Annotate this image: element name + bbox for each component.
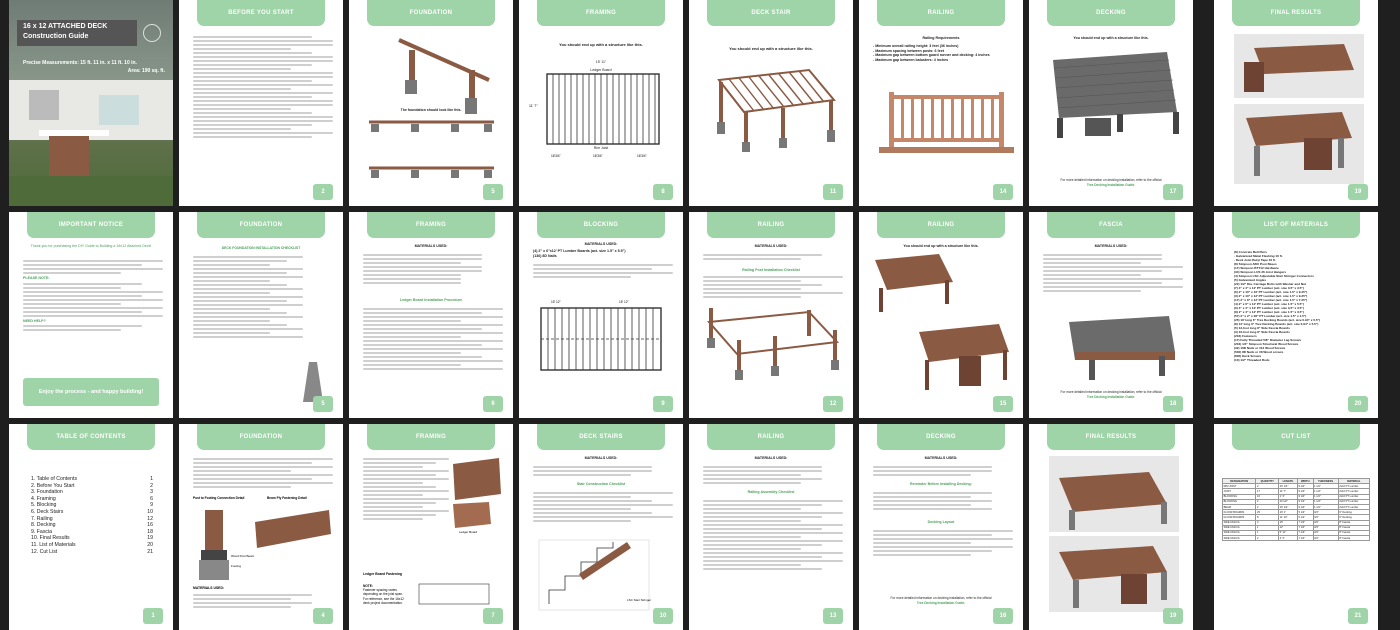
table-cell: 8" Fascia <box>1338 536 1369 541</box>
table-cell: 5 1/2" <box>1297 515 1313 520</box>
cut-list-header: LENGTH <box>1279 479 1298 484</box>
toc-label: 11. List of Materials <box>31 541 76 548</box>
table-cell: 16' 1" <box>1279 510 1298 515</box>
table-cell: 11' 10" <box>1279 515 1298 520</box>
table-cell: BLOCKING <box>1223 494 1256 499</box>
material-item: (17) Fully Threaded 5/8" Diameter Lag Screws <box>1234 338 1302 342</box>
table-cell: 2 <box>1256 484 1279 489</box>
table-cell: SIDE FASCIA <box>1223 530 1256 535</box>
table-cell: 16' 1/4" <box>1279 484 1298 489</box>
page-banner: BEFORE YOU START <box>197 0 325 26</box>
page-banner: FRAMING <box>537 0 665 26</box>
table-cell: JOIST <box>1223 489 1256 494</box>
dim-1: 15' 12" <box>551 300 561 304</box>
toc-page: 3 <box>150 489 153 496</box>
toc-label: 10. Final Results <box>31 535 70 542</box>
detail-caption-2: Beam Ply Fastening Detail <box>267 496 307 500</box>
table-cell: 5 1/2" <box>1297 510 1313 515</box>
material-item: - Deck Joist Butyl Tape 16 ft. <box>1234 258 1276 262</box>
trex-guide-link[interactable]: Trex Decking Installation Guide. <box>1086 183 1136 187</box>
page-number: 1 <box>143 608 163 624</box>
material-item: (4) 2" x 6" x 12' PT Lumber (act. size 1.5" x 5.5") <box>1234 302 1304 306</box>
material-item: (34) Simpson LUS 26 Joist Hangers <box>1234 270 1287 274</box>
table-cell: 2 <box>1256 499 1279 504</box>
reminder-heading: Reminder Before Installing Decking: <box>910 482 972 486</box>
material-item: (204) Fasteners <box>1234 334 1257 338</box>
foundation-diagram <box>349 0 513 206</box>
cut-list-header: MATERIAL <box>1338 479 1369 484</box>
table-cell: 6" Decking <box>1338 510 1369 515</box>
page-banner: RAILING <box>877 0 1005 26</box>
page-banner: FOUNDATION <box>197 424 325 450</box>
material-item: (3) 2" x 10" x 12' PT Lumber (act. size 1.5" x 9.25") <box>1234 294 1308 298</box>
material-item: (17) Simpson BTT12 Hardware <box>1234 266 1279 270</box>
table-cell: SIDE FASCIA <box>1223 520 1256 525</box>
materials-heading: MATERIALS USED: <box>1094 244 1128 248</box>
page-decking-16[interactable] <box>859 424 1023 630</box>
materials-lines <box>363 252 503 286</box>
page-banner: DECK STAIRS <box>537 424 665 450</box>
table-cell: 10 1/2" <box>1279 499 1298 504</box>
page-number: 2 <box>313 184 333 200</box>
table-cell: 1' 3" <box>1279 494 1298 499</box>
page-foundation-checklist[interactable] <box>179 212 343 418</box>
material-item: (6) 4" x 4" x 12' PT Lumber (act. size 3.5" x 3.5") <box>1234 306 1304 310</box>
toc-label: 7. Railing <box>31 515 53 522</box>
material-item: (32) 16D Nails or #12 Wood Screws <box>1234 346 1286 350</box>
toc-label: 9. Fascia <box>31 528 53 535</box>
page-number: 21 <box>1348 608 1368 624</box>
page-banner: DECKING <box>1047 0 1175 26</box>
ledger-label: Ledger Board <box>459 530 478 534</box>
table-cell: 3/4" <box>1313 510 1338 515</box>
table-cell: 2x10 PT Lumber <box>1338 494 1369 499</box>
enjoy-box: Enjoy the process - and happy building! <box>23 378 159 406</box>
table-cell: 9 1/4" <box>1297 499 1313 504</box>
toc-entry[interactable] <box>31 489 153 496</box>
material-item: (4) Simpson LSC Adjustable Stair Stringer Connectors <box>1234 274 1314 278</box>
page-decking-17[interactable] <box>1029 0 1193 206</box>
footer-note: For more detailed information on decking installation, refer to the official <box>890 596 992 600</box>
page-number: 6 <box>483 396 503 412</box>
notice-body: PLEASE NOTE: NEED HELP? <box>23 258 163 333</box>
table-cell: 3/4" <box>1313 515 1338 520</box>
materials-heading: MATERIALS USED: <box>414 244 448 248</box>
material-item: - Galvanized Metal Flashing 16 ft. <box>1234 254 1283 258</box>
toc-label: 2. Before You Start <box>31 482 75 489</box>
table-cell: 8" Fascia <box>1338 525 1369 530</box>
toc-page: 19 <box>147 535 153 542</box>
page-number: 5 <box>313 396 333 412</box>
page-banner: CUT LIST <box>1232 424 1360 450</box>
toc-page: 16 <box>147 522 153 529</box>
table-cell: 3/4" <box>1313 536 1338 541</box>
table-cell: 2 <box>1256 536 1279 541</box>
table-cell: 2x10 PT Lumber <box>1338 499 1369 504</box>
layout-heading: Decking Layout <box>927 520 955 524</box>
table-cell: 8 <box>1256 515 1279 520</box>
fascia-3d-diagram <box>1029 212 1193 418</box>
post-label: Wood Post Beam <box>231 554 255 558</box>
table-cell: 3/4" <box>1313 530 1338 535</box>
ledger-label: Ledger Board <box>590 68 612 72</box>
page-cover[interactable] <box>9 0 173 206</box>
page-blocking-9[interactable] <box>519 212 683 418</box>
table-cell: SIDE FASCIA <box>1223 536 1256 541</box>
toc-entry[interactable] <box>31 476 153 483</box>
material-item: (25) 16' long 6" Trex Decking Boards (act. size 0.94" x 5.5") <box>1234 318 1321 322</box>
detail-caption-1: Post to Footing Connection Detail <box>193 496 245 500</box>
fastening-heading: Ledger Board Fastening <box>363 572 402 576</box>
framing-plan-diagram <box>519 0 683 206</box>
page-foundation-5[interactable] <box>349 0 513 206</box>
table-cell: 3 <box>1256 520 1279 525</box>
page-banner: FINAL RESULTS <box>1047 424 1175 450</box>
page-before-you-start[interactable] <box>179 0 343 206</box>
page-banner: TABLE OF CONTENTS <box>27 424 155 450</box>
page-number: 8 <box>653 184 673 200</box>
page-banner: FOUNDATION <box>197 212 325 238</box>
procedure-lines <box>363 306 503 372</box>
cover-measurements: Precise Measurements: 15 ft. 11 in. x 11 ft. 10 in. <box>23 60 137 66</box>
blocking-plan-diagram <box>519 212 683 418</box>
material-item: (5) 12-foot long 8" Side Fascia Boards <box>1234 326 1290 330</box>
page-number: 19 <box>1163 608 1183 624</box>
page-banner: FOUNDATION <box>367 0 495 26</box>
toc-entry[interactable] <box>31 516 153 523</box>
table-cell: 5' 11" <box>1279 530 1298 535</box>
cut-list-table <box>1222 478 1370 541</box>
table-cell: 17 <box>1256 489 1279 494</box>
toc-page: 1 <box>150 476 153 482</box>
table-cell: 2x10 PT Lumber <box>1338 484 1369 489</box>
dim-1: 16'3/4" <box>551 154 561 158</box>
page-number: 16 <box>993 608 1013 624</box>
toc-entry[interactable] <box>31 496 153 503</box>
stringer-label: LSC Stair Stringer <box>627 598 652 602</box>
materials-heading: MATERIALS USED: <box>584 456 618 460</box>
page-number: 9 <box>653 396 673 412</box>
materials-heading: MATERIALS USED: <box>584 242 618 246</box>
materials-heading: MATERIALS USED: <box>193 586 225 590</box>
cut-list-header: WIDTH <box>1297 479 1313 484</box>
deck-frame-3d-diagram <box>689 0 853 206</box>
table-cell: SIDE FASCIA <box>1223 525 1256 530</box>
table-cell: 8" Fascia <box>1338 520 1369 525</box>
table-cell: 8" Fascia <box>1338 530 1369 535</box>
rim-label: Rim Joist <box>593 146 609 150</box>
page-number: 11 <box>823 184 843 200</box>
page-number: 4 <box>313 608 333 624</box>
page-deck-stair-11[interactable] <box>689 0 853 206</box>
cut-list-header: QUANTITY <box>1256 479 1279 484</box>
toc-list <box>31 476 153 555</box>
material-item: (8) Concrete Bell Piers <box>1234 250 1268 254</box>
materials-heading: MATERIALS USED: <box>754 244 788 248</box>
table-row <box>1223 536 1370 541</box>
page-cut-list[interactable] <box>1214 424 1378 630</box>
decking-3d-diagram <box>1029 0 1193 206</box>
table-cell: FLOOR BOARDS <box>1223 515 1256 520</box>
page-number: 20 <box>1348 396 1368 412</box>
page-list-of-materials[interactable] <box>1214 212 1378 418</box>
page-number: 5 <box>483 184 503 200</box>
toc-label: 3. Foundation <box>31 489 63 496</box>
table-cell: 9 1/4" <box>1297 504 1313 509</box>
page-framing-8[interactable] <box>519 0 683 206</box>
layout-lines <box>873 528 1013 558</box>
toc-entry[interactable] <box>31 542 153 549</box>
checklist-heading: Railing Assembly Checklist <box>747 490 795 494</box>
trex-guide-link[interactable]: Trex Decking Installation Guide. <box>916 601 966 605</box>
reminder-lines <box>873 490 1013 512</box>
checklist-heading: Railing Post Installation Checklist <box>742 268 800 272</box>
toc-label: 1. Table of Contents <box>31 476 78 482</box>
page-final-results-19b[interactable] <box>1029 424 1193 630</box>
page-banner: FASCIA <box>1047 212 1175 238</box>
toc-label: 5. Blocking <box>31 502 57 509</box>
page-banner: FRAMING <box>367 424 495 450</box>
toc-page: 10 <box>147 508 153 515</box>
material-item: (57) 2" x 2" x 36" PT Lumber (act. size 1.5" x 1.5") <box>1234 314 1307 318</box>
cover-title: 16 x 12 ATTACHED DECK <box>23 23 108 30</box>
page-final-results-19[interactable] <box>1214 0 1378 206</box>
material-item: (22) 1/2" Dia. Carriage Bolts with Washer and Nut <box>1234 282 1307 286</box>
toc-entry[interactable] <box>31 529 153 536</box>
table-cell: 1 1/2" <box>1313 504 1338 509</box>
procedure-heading: Ledger Board Installation Procedure <box>399 298 463 302</box>
toc-label: 12. Cut List <box>31 548 58 555</box>
material-item: (3) 16-foot long 8" Side Fascia Boards <box>1234 330 1290 334</box>
table-cell: RIM JOIST <box>1223 484 1256 489</box>
dim-2: 15' 12" <box>619 300 629 304</box>
material-item: (5) Galvanized Angles <box>1234 278 1267 282</box>
cover-title-box <box>17 20 137 46</box>
page-banner: DECK STAIR <box>707 0 835 26</box>
page-banner: RAILING <box>707 424 835 450</box>
page-fascia-18[interactable] <box>1029 212 1193 418</box>
footer-note: For more detailed information on decking installation, refer to the official <box>1060 390 1162 394</box>
body-text-lines <box>193 34 333 140</box>
checklist-lines <box>703 498 843 572</box>
table-cell: 16 <box>1256 494 1279 499</box>
page-railing-13[interactable] <box>689 424 853 630</box>
note-block: NOTE: Fastener spacing varies depending on the joist span. For reference, see the 16x12 deck project documentation. <box>363 584 404 605</box>
material-item: (800) Deck Screws <box>1234 354 1262 358</box>
cover-area: Area: 190 sq. ft. <box>127 68 165 74</box>
table-cell: FLOOR BOARDS <box>1223 510 1256 515</box>
footer-note: For more detailed information on decking installation, refer to the official <box>1060 178 1162 182</box>
table-cell: 4' 3" <box>1279 536 1298 541</box>
page-number: 18 <box>1163 396 1183 412</box>
table-cell: 1 1/2" <box>1313 489 1338 494</box>
page-number: 12 <box>823 396 843 412</box>
table-cell: 2x10 PT Lumber <box>1338 489 1369 494</box>
diagram-caption: You should end up with a structure like this. <box>903 244 979 248</box>
page-framing-7[interactable] <box>349 424 513 630</box>
page-railing-12[interactable] <box>689 212 853 418</box>
table-cell: 9 1/4" <box>1297 494 1313 499</box>
page-number: 7 <box>483 608 503 624</box>
page-number: 17 <box>1163 184 1183 200</box>
material-item: (7) 4" x 4" x 12' PT Lumber (act. size 3.5" x 3.5") <box>1234 286 1304 290</box>
page-foundation-4[interactable] <box>179 424 343 630</box>
page-important-notice[interactable] <box>9 212 173 418</box>
toc-page: 6 <box>150 495 153 502</box>
material-item: (204) 1/4" Simpson Structural Wood Screws <box>1234 342 1299 346</box>
bell-pier-icon <box>179 212 343 418</box>
checklist-heading: Stair Construction Checklist <box>576 482 626 486</box>
toc-label: 4. Framing <box>31 495 56 502</box>
table-cell: 7 1/4" <box>1297 525 1313 530</box>
table-cell: BLOCKING <box>1223 499 1256 504</box>
toc-label: 8. Decking <box>31 522 56 529</box>
brand-logo-icon <box>143 24 161 42</box>
dim-3: 16'3/4" <box>637 154 647 158</box>
page-banner: IMPORTANT NOTICE <box>27 212 155 238</box>
material-item: (530) 8D Nails or #8 Wood screws <box>1234 350 1284 354</box>
page-banner: LIST OF MATERIALS <box>1232 212 1360 238</box>
table-cell: 12' <box>1279 525 1298 530</box>
dim-2: 16'3/4" <box>593 154 603 158</box>
page-table-of-contents[interactable] <box>9 424 173 630</box>
materials-list <box>1234 250 1368 362</box>
page-banner: BLOCKING <box>537 212 665 238</box>
cut-list-header: THICKNESS <box>1313 479 1338 484</box>
diagram-caption: You should end up with a structure like this. <box>559 42 643 47</box>
table-cell: 1 <box>1256 525 1279 530</box>
table-cell: 2 <box>1256 504 1279 509</box>
table-cell: 3/4" <box>1313 520 1338 525</box>
cut-list-header: DESIGNATION <box>1223 479 1256 484</box>
page-banner: DECKING <box>877 424 1005 450</box>
table-cell: 7 1/4" <box>1297 536 1313 541</box>
footing-label: Footing <box>231 564 242 568</box>
materials-lines <box>873 464 1013 478</box>
material-item: (17) 2" x 8" x 12' PT Lumber (act. size 1.5" x 7.25") <box>1234 298 1308 302</box>
material-item: (8) 12' long 6" Trex Decking Boards (act. size 0.94" x 5.5") <box>1234 322 1319 326</box>
toc-page: 2 <box>150 482 153 489</box>
table-cell: 9 1/4" <box>1297 489 1313 494</box>
page-banner: RAILING <box>877 212 1005 238</box>
toc-page: 12 <box>147 515 153 522</box>
page-banner: FRAMING <box>367 212 495 238</box>
toc-page: 9 <box>150 502 153 509</box>
page-banner: RAILING <box>707 212 835 238</box>
dim-top: 15' 11" <box>595 60 607 64</box>
page-number: 10 <box>653 608 673 624</box>
railing-elevation-diagram <box>859 0 1023 206</box>
page-railing-14[interactable] <box>859 0 1023 206</box>
diagram-caption: The foundation should look like this. <box>400 108 462 112</box>
page-banner: FINAL RESULTS <box>1232 0 1360 26</box>
page-number: 19 <box>1348 184 1368 200</box>
stair-stringer-diagram <box>519 424 683 630</box>
table-cell: 16' <box>1279 520 1298 525</box>
material-item: (8) Simpson ABU Post Bases <box>1234 262 1277 266</box>
material-item: (8) 2" x 4" x 12' PT Lumber (act. size 1.5" x 3.5") <box>1234 310 1304 314</box>
table-cell: 16' 1/4" <box>1279 504 1298 509</box>
page-railing-15[interactable] <box>859 212 1023 418</box>
page-framing-6[interactable] <box>349 212 513 418</box>
railing-views-diagram <box>859 212 1023 418</box>
toc-label: 6. Deck Stairs <box>31 508 64 515</box>
toc-page: 21 <box>147 548 153 555</box>
railing-requirements: - Minimum overall railing height: 3 feet (36 inches) - Maximum spacing between posts: 6 feet - Maximum gap between bottom guard runner and decking: 4 inches - Maximum gap between balusters: 4 inches <box>873 44 990 62</box>
dim-side: 11' 7" <box>529 104 538 108</box>
final-render-images <box>1214 0 1378 206</box>
table-cell: 7 1/4" <box>1297 530 1313 535</box>
diagram-caption: You should end up with a structure like this. <box>729 46 813 51</box>
table-cell: 7 1/4" <box>1297 520 1313 525</box>
page-number: 14 <box>993 184 1013 200</box>
material-item: (10) 1/2" Threaded Rods <box>1234 358 1270 362</box>
materials-lines <box>703 464 843 486</box>
toc-page: 20 <box>147 541 153 548</box>
toc-entry[interactable] <box>31 483 153 490</box>
materials-list: (4) 2" x 6"x12' PT Lumber Boards (act. size 1.5" x 5.5") (136) 8D Nails <box>533 249 626 258</box>
railing-req-title: Railing Requirements <box>922 36 960 40</box>
table-cell: 1 1/2" <box>1313 494 1338 499</box>
table-cell: 2x10 PT Lumber <box>1338 504 1369 509</box>
page-number: 13 <box>823 608 843 624</box>
table-cell: 3/4" <box>1313 525 1338 530</box>
table-cell: 11' 7" <box>1279 489 1298 494</box>
thanks-text: Thank you for purchasing the DIY Guide to Building a 16x12 Attached Deck! <box>30 244 152 248</box>
toc-entry[interactable] <box>31 535 153 542</box>
toc-page: 18 <box>147 528 153 535</box>
checklist-title: DECK FOUNDATION INSTALLATION CHECKLIST <box>221 246 301 250</box>
table-cell: 6" Decking <box>1338 515 1369 520</box>
table-cell: 1 <box>1256 530 1279 535</box>
final-render-images <box>1029 424 1193 630</box>
materials-heading: MATERIALS USED: <box>924 456 958 460</box>
cover-subtitle: Construction Guide <box>23 33 89 40</box>
toc-entry[interactable] <box>31 522 153 529</box>
materials-lines <box>193 592 333 610</box>
railing-3d-diagram <box>689 212 853 418</box>
toc-entry[interactable] <box>31 509 153 516</box>
trex-guide-link[interactable]: Trex Decking Installation Guide. <box>1086 395 1136 399</box>
table-cell: BEAM <box>1223 504 1256 509</box>
materials-heading: MATERIALS USED: <box>754 456 788 460</box>
table-cell: 25 <box>1256 510 1279 515</box>
diagram-caption: You should end up with a structure like this. <box>1073 36 1149 40</box>
table-cell: 1 1/2" <box>1313 499 1338 504</box>
page-number: 15 <box>993 396 1013 412</box>
table-cell: 1 1/2" <box>1313 484 1338 489</box>
toc-entry[interactable] <box>31 502 153 509</box>
page-deck-stairs-10[interactable] <box>519 424 683 630</box>
material-item: (6) 2" x 10" x 16' PT Lumber (act. size 1.5" x 9.25") <box>1234 290 1308 294</box>
toc-entry[interactable] <box>31 549 153 556</box>
table-cell: 9 1/4" <box>1297 484 1313 489</box>
